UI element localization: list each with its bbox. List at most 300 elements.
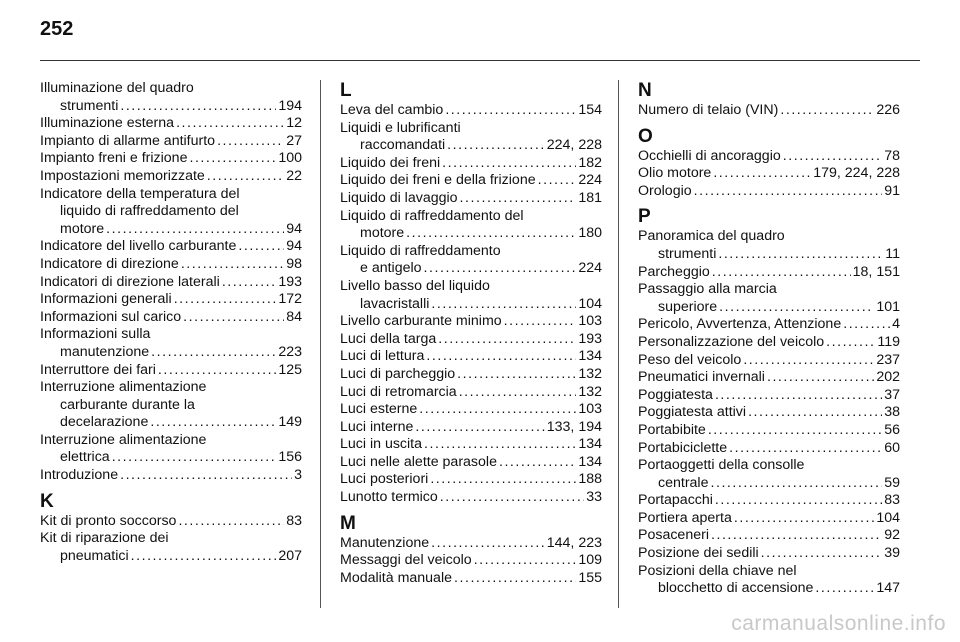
dot-leader [767,369,874,387]
index-entry-term: Interruttore dei fari [40,361,156,378]
index-entry-line [638,527,900,545]
dot-leader [538,172,577,190]
index-entry-line [40,150,302,168]
index-entry [40,186,302,239]
dot-leader [719,299,874,317]
index-entry-line [638,492,900,510]
dot-leader [715,492,882,510]
dot-leader [457,366,576,384]
index-entry-line [638,580,900,598]
page-reference: 98 [286,255,302,272]
page-reference: 101 [876,298,900,315]
index-entry [340,384,602,402]
index-entry-line [40,467,302,485]
index-column-1 [40,80,302,565]
index-entry [40,238,302,256]
page-reference: 119 [877,333,900,350]
column-divider [320,80,321,608]
index-entry-text: Passaggio alla marcia [638,281,777,298]
dot-leader [504,313,577,331]
index-entry [638,387,900,405]
index-entry-line [40,414,302,432]
index-entry [40,168,302,186]
index-entry [638,316,900,334]
index-entry-line [340,454,602,472]
dot-leader [447,137,545,155]
page-reference: 132 [578,383,602,400]
index-entry-line [340,348,602,366]
index-entry [40,309,302,327]
index-entry-term: Liquido dei freni [340,154,441,171]
index-entry-term: pneumatici [60,547,129,564]
index-entry-line [638,545,900,563]
page-reference: 193 [278,273,302,290]
dot-leader [711,527,882,545]
index-entry-text: Panoramica del quadro [638,228,785,245]
index-entry-term: Portapacchi [638,492,713,509]
dot-leader [174,291,277,309]
page-reference: 181 [578,189,602,206]
page-reference: 224, 228 [546,137,602,154]
index-entry [40,379,302,432]
index-entry-text: Liquidi e lubrificanti [340,119,461,136]
page-reference: 179, 224, 228 [813,165,900,182]
dot-leader [499,454,576,472]
index-entry-term: manutenzione [60,343,150,360]
index-entry-term: Occhielli di ancoraggio [638,147,781,164]
index-entry [638,148,900,166]
index-entry [638,334,900,352]
index-entry-text: Livello basso del liquido [340,277,490,294]
index-entry-term: Impianto di allarme antifurto [40,132,216,149]
page-reference: 11 [885,245,900,262]
index-entry [340,172,602,190]
index-entry [638,228,900,263]
dot-leader [815,580,874,598]
dot-leader [415,419,544,437]
index-entry-term: Liquido di lavaggio [340,189,458,206]
index-entry [340,243,602,278]
index-entry-line [638,475,900,493]
index-entry-term: Luci nelle alette parasole [340,453,497,470]
page-reference: 4 [892,316,900,333]
dot-leader [430,471,576,489]
index-entry-line [638,369,900,387]
index-entry [638,457,900,492]
page-reference: 78 [884,147,900,164]
page-reference: 154 [578,102,602,118]
dot-leader [783,148,882,166]
index-entry [340,535,602,553]
index-entry-line [40,98,302,116]
page-reference: 60 [884,439,900,456]
section-letter: K [40,490,54,512]
page-reference: 92 [884,527,900,544]
index-entry [638,440,900,458]
index-entry [638,492,900,510]
dot-leader [222,274,277,292]
index-entry [40,326,302,361]
header-rule [40,60,920,61]
page-reference: 83 [286,512,302,529]
index-entry-text: carburante durante la [60,396,195,413]
index-entry-line [340,535,602,553]
page-reference: 125 [278,361,302,378]
index-entry [40,513,302,531]
index-entry [638,264,900,282]
index-entry-term: Luci di lettura [340,348,425,365]
page-reference: 94 [286,238,302,255]
index-entry-line [340,570,602,588]
index-entry [40,362,302,380]
index-entry-line [340,313,602,331]
index-entry [340,331,602,349]
index-entry [340,570,602,588]
index-entry-term: Numero di telaio (VIN) [638,102,779,118]
dot-leader [120,98,276,116]
index-entry-line [638,404,900,422]
index-entry-term: e antigelo [360,260,422,277]
dot-leader [734,510,874,528]
index-entry-term: raccomandati [360,137,446,154]
index-entry-line [340,225,602,243]
index-entry-term: Pneumatici invernali [638,369,765,386]
index-entry-term: Leva del cambio [340,102,444,118]
dot-leader [189,150,276,168]
index-entry [340,366,602,384]
index-entry [638,352,900,370]
page-reference: 22 [286,167,302,184]
page-reference: 134 [578,453,602,470]
page-reference: 226 [876,102,900,118]
index-entry-line [638,387,900,405]
index-entry-term: Posizione dei sedili [638,545,759,562]
index-entry-term: Informazioni sul carico [40,308,182,325]
index-entry-term: strumenti [60,97,119,114]
page-reference: 134 [578,348,602,365]
dot-leader [419,401,576,419]
dot-leader [459,384,577,402]
page-reference: 182 [578,154,602,171]
page-reference: 109 [578,552,602,569]
page-reference: 100 [278,150,302,167]
index-entry-text: Portaoggetti della consolle [638,457,805,474]
index-entry-line [340,172,602,190]
page-reference: 172 [278,291,302,308]
index-entry-line [340,366,602,384]
index-entry-term: Personalizzazione del veicolo [638,333,825,350]
dot-leader [151,344,276,362]
index-entry-term: Luci in uscita [340,436,423,453]
dot-leader [178,513,284,531]
section-letter: N [638,80,652,101]
dot-leader [748,404,882,422]
dot-leader [826,334,875,352]
index-entry-term: Introduzione [40,467,119,484]
index-entry-line [638,352,900,370]
page-reference: 104 [876,509,900,526]
index-entry [40,150,302,168]
dot-leader [712,264,851,282]
index-entry [340,401,602,419]
index-entry-line [340,331,602,349]
index-entry-term: Luci interne [340,418,414,435]
index-entry-line [638,510,900,528]
dot-leader [431,535,545,553]
page-reference: 84 [286,308,302,325]
index-entry-term: Liquido dei freni e della frizione [340,172,536,189]
dot-leader [710,475,882,493]
dot-leader [445,102,576,120]
dot-leader [424,436,576,454]
index-entry-line [340,155,602,173]
index-entry-line [40,548,302,566]
index-entry-term: centrale [658,474,709,491]
page-reference: 188 [578,471,602,488]
dot-leader [426,348,576,366]
index-entry [340,155,602,173]
index-entry-term: Impianto freni e frizione [40,150,188,167]
index-entry-term: Parcheggio [638,263,710,280]
page-reference: 56 [884,421,900,438]
index-entry-term: Indicatore del livello carburante [40,238,237,255]
dot-leader [131,548,277,566]
index-entry-term: Indicatori di direzione laterali [40,273,220,290]
dot-leader [424,260,577,278]
index-entry-text: Illuminazione del quadro [40,80,194,96]
index-entry-term: Luci posteriori [340,471,429,488]
index-entry [638,527,900,545]
page-reference: 180 [578,225,602,242]
index-entry-line [340,190,602,208]
dot-leader [181,256,284,274]
page-reference: 103 [578,313,602,330]
page-reference: 33 [586,489,602,506]
page-reference: 237 [876,351,900,368]
index-entry-line [638,148,900,166]
page-reference: 147 [876,580,900,597]
index-entry-text: Indicatore della temperatura del [40,185,240,202]
page-number: 252 [40,18,74,40]
page-reference: 3 [294,467,302,484]
dot-leader [729,440,882,458]
page-reference: 224 [578,260,602,277]
index-entry-text: Posizioni della chiave nel [638,562,797,579]
index-entry-term: Portabiciclette [638,439,728,456]
index-entry-line [340,419,602,437]
section-letter: M [340,512,356,534]
index-entry [340,419,602,437]
index-entry-line [340,102,602,120]
page-reference: 202 [876,369,900,386]
index-entry-term: Poggiatesta attivi [638,404,747,421]
index-entry-line [340,552,602,570]
section-letter: P [638,206,651,228]
index-entry-term: superiore [658,298,718,315]
index-entry-term: motore [60,220,105,237]
page-reference: 91 [884,182,900,199]
dot-leader [708,422,882,440]
index-entry-term: Luci di parcheggio [340,365,456,382]
index-entry [40,256,302,274]
page-reference: 156 [278,449,302,466]
page-reference: 194 [278,97,302,114]
index-entry-term: Posaceneri [638,527,709,544]
index-entry-term: Lunotto termico [340,489,438,506]
dot-leader [694,183,883,201]
index-entry [340,208,602,243]
watermark: carmanualsonline.info [731,612,946,635]
index-entry-line [40,362,302,380]
index-entry [638,404,900,422]
index-entry-term: elettrica [60,449,110,466]
index-entry-line [40,309,302,327]
dot-leader [438,331,576,349]
section-letter: L [340,80,352,101]
index-entry [638,183,900,201]
index-entry [340,348,602,366]
dot-leader [442,155,576,173]
page-reference: 94 [286,220,302,237]
index-entry [340,102,602,120]
index-entry-line [638,316,900,334]
index-entry-line [340,296,602,314]
index-entry-line [40,238,302,256]
dot-leader [406,225,576,243]
index-entry-term: motore [360,225,405,242]
index-entry-term: Luci esterne [340,401,418,418]
index-entry [340,471,602,489]
index-entry-text: Informazioni sulla [40,326,151,343]
index-entry [40,80,302,115]
index-entry-term: Olio motore [638,165,712,182]
index-entry-line [40,344,302,362]
index-entry-line [40,274,302,292]
index-entry-term: Impostazioni memorizzate [40,167,205,184]
dot-leader [715,387,882,405]
page-reference: 223 [278,343,302,360]
page-reference: 134 [578,436,602,453]
index-entry [40,274,302,292]
index-entry-line [638,440,900,458]
index-entry-term: Livello carburante minimo [340,313,502,330]
index-column-3 [638,80,900,598]
index-entry [340,454,602,472]
index-entry-line [40,133,302,151]
index-entry-line [40,291,302,309]
dot-leader [718,246,883,264]
index-entry-line [638,264,900,282]
index-entry [638,165,900,183]
dot-leader [217,133,284,151]
page-reference: 207 [278,547,302,564]
dot-leader [460,190,577,208]
index-entry-line [40,221,302,239]
index-entry [638,281,900,316]
index-entry-term: Luci della targa [340,330,437,347]
index-entry-term: Peso del veicolo [638,351,742,368]
index-entry-line [40,115,302,133]
dot-leader [743,352,874,370]
index-entry-term: Poggiatesta [638,386,713,403]
index-entry-term: Indicatore di direzione [40,255,179,272]
dot-leader [713,165,811,183]
index-entry [40,467,302,485]
index-entry-term: Portabibite [638,421,706,438]
dot-leader [183,309,284,327]
index-entry-line [340,471,602,489]
dot-leader [150,414,276,432]
index-entry-line [40,256,302,274]
dot-leader [474,552,577,570]
index-entry-line [40,449,302,467]
section-letter: O [638,125,653,147]
index-entry-term: Luci di retromarcia [340,383,457,400]
dot-leader [176,115,284,133]
index-entry [40,291,302,309]
page-reference: 132 [578,365,602,382]
page-reference: 149 [278,414,302,431]
index-entry-term: Manutenzione [340,534,430,551]
index-entry-term: Orologio [638,182,692,199]
index-entry [638,422,900,440]
page-reference: 103 [578,401,602,418]
index-entry-line [340,401,602,419]
index-entry-line [638,299,900,317]
index-entry-text: liquido di raffreddamento del [60,203,239,220]
dot-leader [440,489,584,507]
index-entry-term: Modalità manuale [340,569,452,586]
index-entry-line [40,513,302,531]
index-entry-term: Pericolo, Avvertenza, Attenzione [638,316,842,333]
index-entry-text: Kit di riparazione dei [40,530,169,547]
index-entry-text: Liquido di raffreddamento del [340,207,524,224]
index-entry [340,489,602,507]
index-entry-term: lavacristalli [360,295,430,312]
page-reference: 37 [884,386,900,403]
index-entry [40,133,302,151]
index-entry [340,120,602,155]
index-entry [40,530,302,565]
index-entry-line [638,102,900,120]
dot-leader [120,467,292,485]
index-entry-line [340,260,602,278]
dot-leader [843,316,890,334]
index-entry-line [638,334,900,352]
dot-leader [106,221,284,239]
index-entry [340,278,602,313]
index-entry-line [340,384,602,402]
column-divider [618,80,619,608]
index-entry-line [638,165,900,183]
page-reference: 59 [884,474,900,491]
dot-leader [112,449,277,467]
index-entry-term: Messaggi del veicolo [340,552,472,569]
dot-leader [454,570,576,588]
index-entry-line [340,489,602,507]
page-reference: 104 [578,295,602,312]
index-entry-text: Interruzione alimentazione [40,379,207,396]
index-entry [340,190,602,208]
index-entry-term: decelarazione [60,414,149,431]
dot-leader [431,296,576,314]
dot-leader [761,545,883,563]
page-reference: 27 [286,132,302,149]
index-entry-term: blocchetto di accensione [658,580,814,597]
index-entry-term: Portiera aperta [638,509,732,526]
index-entry-line [638,183,900,201]
index-entry [638,102,900,120]
